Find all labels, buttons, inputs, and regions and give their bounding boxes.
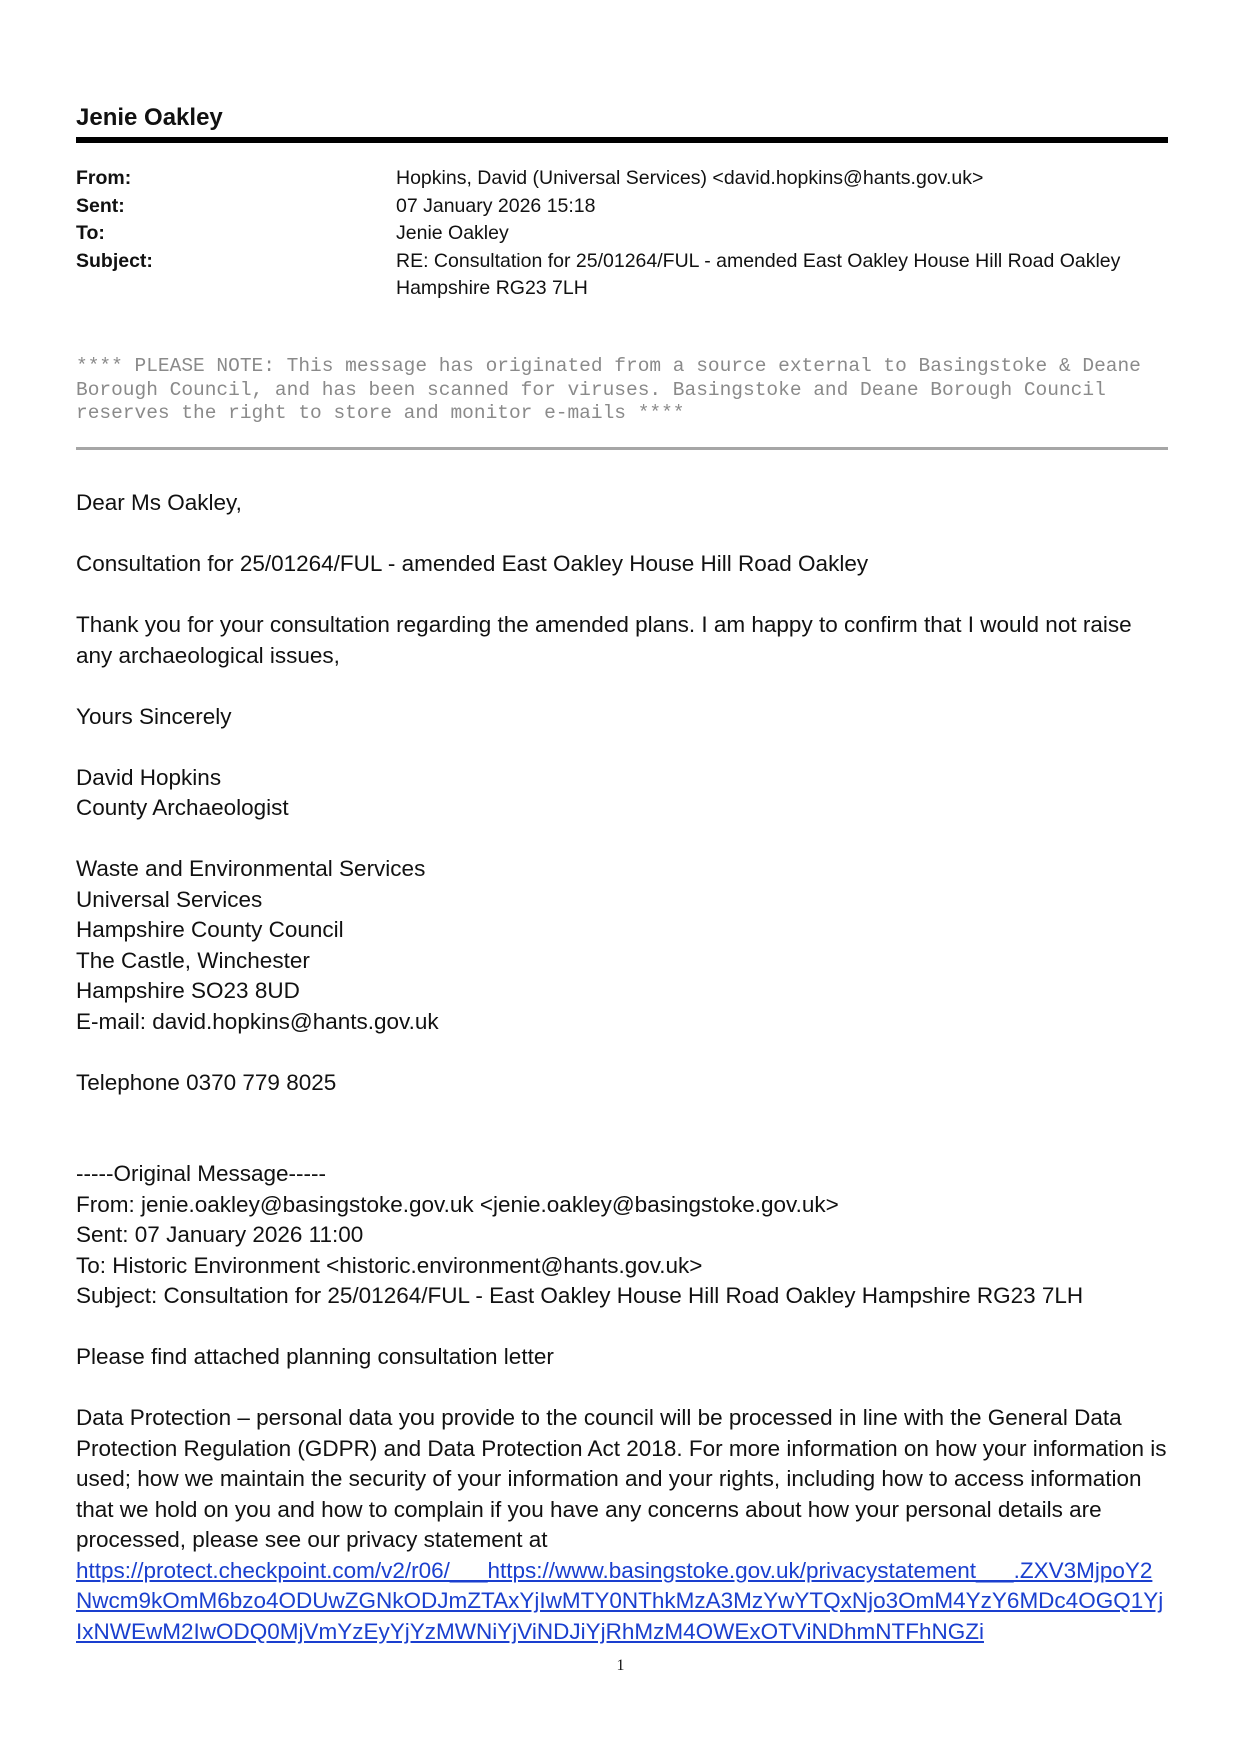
subject-label: Subject: — [76, 249, 153, 272]
sender-heading: Jenie Oakley — [76, 104, 223, 131]
email-header — [76, 165, 1168, 303]
page-number: 1 — [616, 1657, 625, 1674]
email-body — [76, 488, 1168, 1647]
privacy-statement-link[interactable]: https://protect.checkpoint.com/v2/r06/___https://www.basingstoke.gov.uk/privacystatement___.ZXV3MjpoY2Nwcm9kOmM6bzo4ODUwZGNkODJmZTAxYjIwMTY0NThkMzA3MzYwYTQxNjo3OmM4YzY6MDc4OGQ1YjIxNWEwM2IwODQ0MjVmYzEyYjYzMWNiYjViNDJiYjRhMzM4OWExOTViNDhmNTFhNGZi — [76, 1557, 1164, 1644]
telephone-line: Telephone 0370 779 8025 — [76, 1069, 337, 1095]
address-line: Universal Services — [76, 886, 263, 912]
original-to: To: Historic Environment <historic.environment@hants.gov.uk> — [76, 1252, 703, 1278]
original-intro: Please find attached planning consultation letter — [76, 1344, 554, 1369]
address-line: The Castle, Winchester — [76, 947, 310, 973]
greeting: Dear Ms Oakley, — [76, 490, 242, 515]
to-label: To: — [76, 222, 105, 244]
original-sent: Sent: 07 January 2026 11:00 — [76, 1222, 364, 1247]
original-from: From: jenie.oakley@basingstoke.gov.uk <jenie.oakley@basingstoke.gov.uk> — [76, 1191, 839, 1217]
address-line: Waste and Environmental Services — [76, 856, 426, 881]
notice-divider — [76, 447, 1168, 450]
signature-title: County Archaeologist — [76, 795, 289, 820]
sign-off: Yours Sincerely — [76, 703, 232, 729]
from-value: Hopkins, David (Universal Services) <david.hopkins@hants.gov.uk> — [396, 167, 984, 189]
to-value: Jenie Oakley — [396, 222, 509, 244]
from-row — [76, 165, 1168, 193]
message-text: Thank you for your consultation regarding the amended plans. I am happy to confirm that I would not raise any archaeological issues, — [76, 612, 1132, 668]
sent-value: 07 January 2026 15:18 — [396, 194, 596, 217]
original-subject: Subject: Consultation for 25/01264/FUL - East Oakley House Hill Road Oakley Hampshire RG23 7LH — [76, 1283, 1084, 1308]
email-line: E-mail: david.hopkins@hants.gov.uk — [76, 1008, 439, 1034]
subject-value: RE: Consultation for 25/01264/FUL - amended East Oakley House Hill Road Oakley Hampshire RG23 7LH — [396, 249, 1121, 299]
sent-label: Sent: — [76, 194, 125, 217]
address-line: Hampshire SO23 8UD — [76, 978, 300, 1003]
sent-row — [76, 193, 1168, 221]
to-row — [76, 220, 1168, 248]
heading-divider — [76, 137, 1168, 143]
signature-name: David Hopkins — [76, 764, 222, 790]
subject-row — [76, 248, 1168, 303]
external-source-notice: **** PLEASE NOTE: This message has originated from a source external to Basingstoke & Deane Borough Council, and has been scanned for viruses. Basingstoke and Deane Borough Council reserves the right to store and monitor e-mails **** — [76, 355, 1141, 424]
original-message-separator: -----Original Message----- — [76, 1161, 327, 1186]
address-line: Hampshire County Council — [76, 917, 344, 942]
from-label: From: — [76, 167, 132, 189]
consultation-line: Consultation for 25/01264/FUL - amended East Oakley House Hill Road Oakley — [76, 551, 869, 576]
data-protection-text: Data Protection – personal data you provide to the council will be processed in line with the General Data Protection Regulation (GDPR) and Data Protection Act 2018. For more information on how your information is used; how we maintain the security of your information and your rights, including how to access information that we hold on you and how to complain if you have any concerns about how your personal details are processed, please see our privacy statement at — [76, 1405, 1167, 1552]
